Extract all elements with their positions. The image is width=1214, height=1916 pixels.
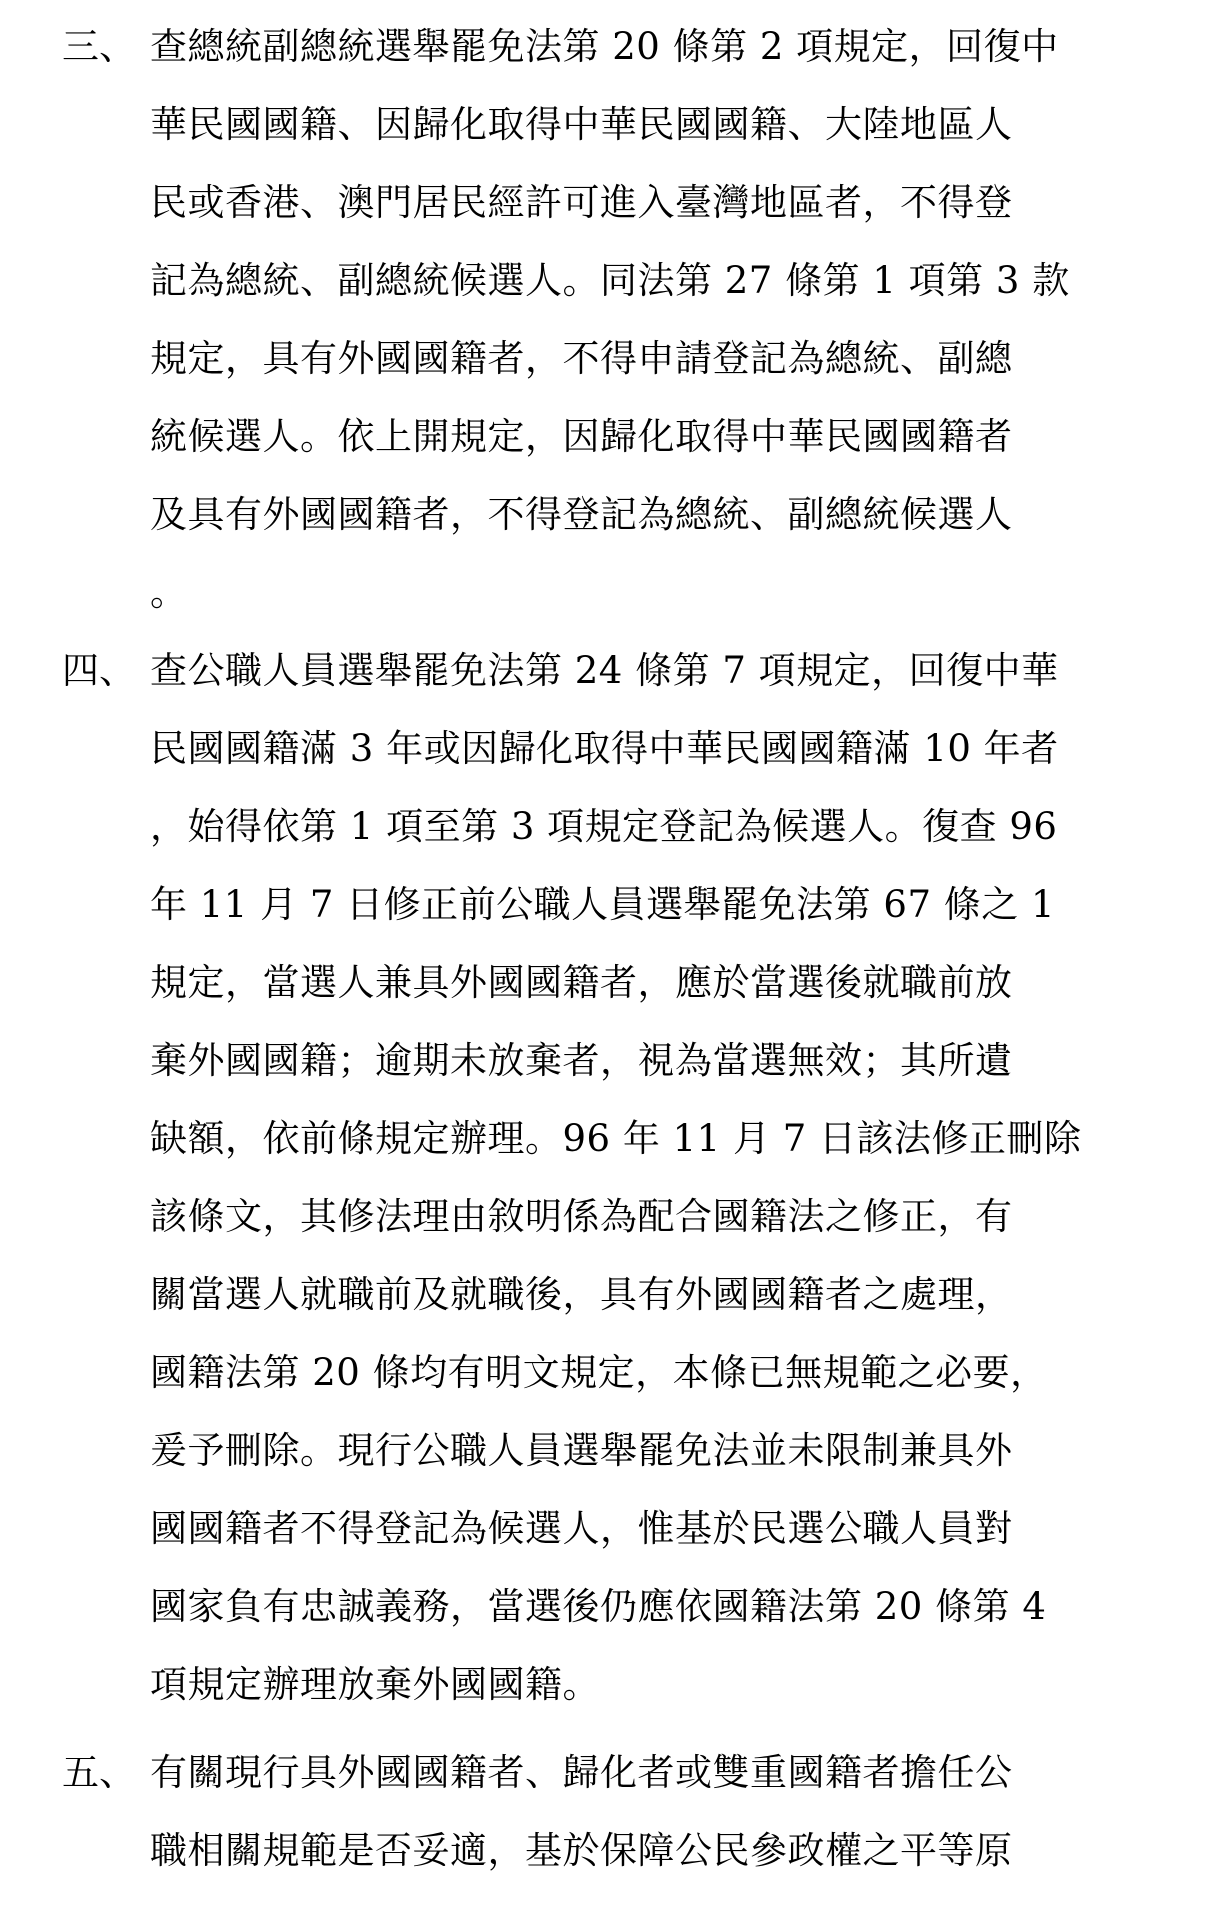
text-line: ，始得依第 1 項至第 3 項規定登記為候選人。復查 96 [150,805,1058,848]
text-line: 職相關規範是否妥適，基於保障公民參政權之平等原 [150,1829,1013,1872]
text-line: 項規定辦理放棄外國國籍。 [150,1663,600,1706]
text-line: 年 11 月 7 日修正前公職人員選舉罷免法第 67 條之 1 [150,883,1056,926]
text-line: 爰予刪除。現行公職人員選舉罷免法並未限制兼具外 [150,1429,1013,1472]
text-line: 有關現行具外國國籍者、歸化者或雙重國籍者擔任公 [150,1751,1013,1794]
text-line: 該條文，其修法理由敘明係為配合國籍法之修正，有 [150,1195,1013,1238]
text-line: 統候選人。依上開規定，因歸化取得中華民國國籍者 [150,415,1013,458]
text-line: 規定，當選人兼具外國國籍者，應於當選後就職前放 [150,961,1013,1004]
text-line: 國國籍者不得登記為候選人，惟基於民選公職人員對 [150,1507,1013,1550]
text-line: 國家負有忠誠義務，當選後仍應依國籍法第 20 條第 4 [150,1585,1047,1628]
text-line: 棄外國國籍；逾期未放棄者，視為當選無效；其所遺 [150,1039,1013,1082]
text-line: 國籍法第 20 條均有明文規定，本條已無規範之必要， [150,1351,1048,1394]
text-line: 查總統副總統選舉罷免法第 20 條第 2 項規定，回復中 [150,25,1059,68]
text-line: 民國國籍滿 3 年或因歸化取得中華民國國籍滿 10 年者 [150,727,1059,770]
section-number: 四、 [62,649,136,692]
text-line: 記為總統、副總統候選人。同法第 27 條第 1 項第 3 款 [150,259,1070,302]
text-line: 民或香港、澳門居民經許可進入臺灣地區者，不得登 [150,181,1013,224]
text-line: 及具有外國國籍者，不得登記為總統、副總統候選人 [150,493,1013,536]
text-line: 。 [150,571,188,614]
section-number: 五、 [62,1751,136,1794]
text-line: 查公職人員選舉罷免法第 24 條第 7 項規定，回復中華 [150,649,1059,692]
text-line: 華民國國籍、因歸化取得中華民國國籍、大陸地區人 [150,103,1013,146]
text-line: 規定，具有外國國籍者，不得申請登記為總統、副總 [150,337,1013,380]
text-line: 關當選人就職前及就職後，具有外國國籍者之處理， [150,1273,1013,1316]
text-line: 缺額，依前條規定辦理。96 年 11 月 7 日該法修正刪除 [150,1117,1082,1160]
section-number: 三、 [62,25,136,68]
